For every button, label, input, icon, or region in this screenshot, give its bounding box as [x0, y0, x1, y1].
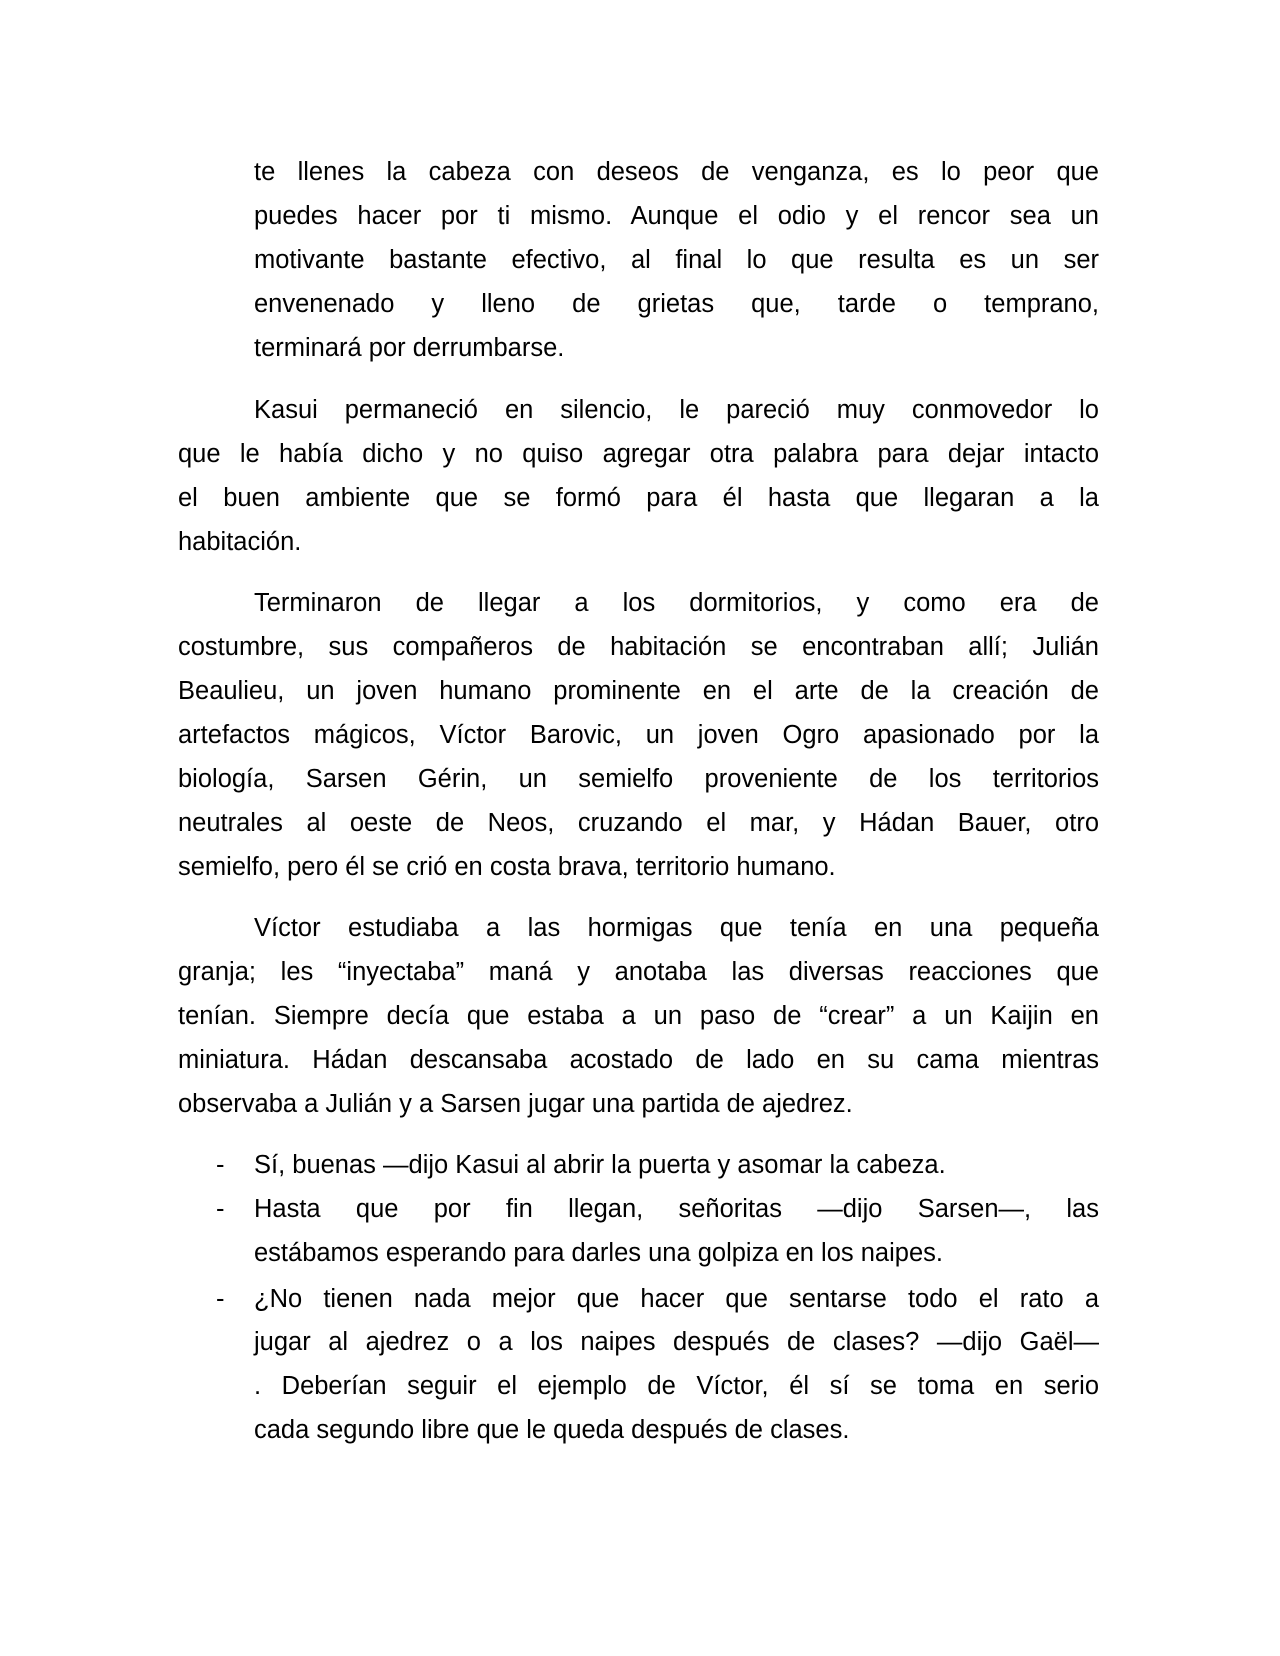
text-line: neutrales al oeste de Neos, cruzando el mar, y Hádan Bauer, otro — [178, 809, 1099, 837]
text-line: envenenado y lleno de grietas que, tarde o temprano, — [254, 290, 1099, 318]
text-line: biología, Sarsen Gérin, un semielfo proveniente de los territorios — [178, 765, 1099, 793]
text-line: miniatura. Hádan descansaba acostado de lado en su cama mientras — [178, 1046, 1099, 1074]
text-line: estábamos esperando para darles una golpiza en los naipes. — [254, 1239, 943, 1267]
text-line: observaba a Julián y a Sarsen jugar una partida de ajedrez. — [178, 1090, 853, 1118]
dash-bullet-icon: - — [216, 1151, 225, 1179]
text-line: Sí, buenas —dijo Kasui al abrir la puerta y asomar la cabeza. — [254, 1151, 946, 1179]
text-line: artefactos mágicos, Víctor Barovic, un joven Ogro apasionado por la — [178, 721, 1099, 749]
text-line: tenían. Siempre decía que estaba a un paso de “crear” a un Kaijin en — [178, 1002, 1099, 1030]
text-line: el buen ambiente que se formó para él hasta que llegaran a la — [178, 484, 1099, 512]
text-line: Kasui permaneció en silencio, le pareció muy conmovedor lo — [254, 396, 1099, 424]
dash-bullet-icon: - — [216, 1285, 225, 1313]
text-line: que le había dicho y no quiso agregar otra palabra para dejar intacto — [178, 440, 1099, 468]
text-line: granja; les “inyectaba” maná y anotaba las diversas reacciones que — [178, 958, 1099, 986]
text-line: puedes hacer por ti mismo. Aunque el odio y el rencor sea un — [254, 202, 1099, 230]
text-line: Beaulieu, un joven humano prominente en el arte de la creación de — [178, 677, 1099, 705]
text-line: terminará por derrumbarse. — [254, 334, 565, 362]
dash-bullet-icon: - — [216, 1195, 225, 1223]
text-line: . Deberían seguir el ejemplo de Víctor, él sí se toma en serio — [254, 1372, 1099, 1400]
text-line: cada segundo libre que le queda después de clases. — [254, 1416, 850, 1444]
text-line: habitación. — [178, 528, 302, 556]
text-line: Víctor estudiaba a las hormigas que tenía en una pequeña — [254, 914, 1099, 942]
text-line: Hasta que por fin llegan, señoritas —dijo Sarsen—, las — [254, 1195, 1099, 1223]
text-line: motivante bastante efectivo, al final lo que resulta es un ser — [254, 246, 1099, 274]
text-line: te llenes la cabeza con deseos de venganza, es lo peor que — [254, 158, 1099, 186]
text-line: Terminaron de llegar a los dormitorios, y como era de — [254, 589, 1099, 617]
text-line: ¿No tienen nada mejor que hacer que sentarse todo el rato a — [254, 1285, 1099, 1313]
text-line: jugar al ajedrez o a los naipes después de clases? —dijo Gaël— — [254, 1328, 1099, 1356]
text-line: semielfo, pero él se crió en costa brava, territorio humano. — [178, 853, 836, 881]
text-line: costumbre, sus compañeros de habitación se encontraban allí; Julián — [178, 633, 1099, 661]
